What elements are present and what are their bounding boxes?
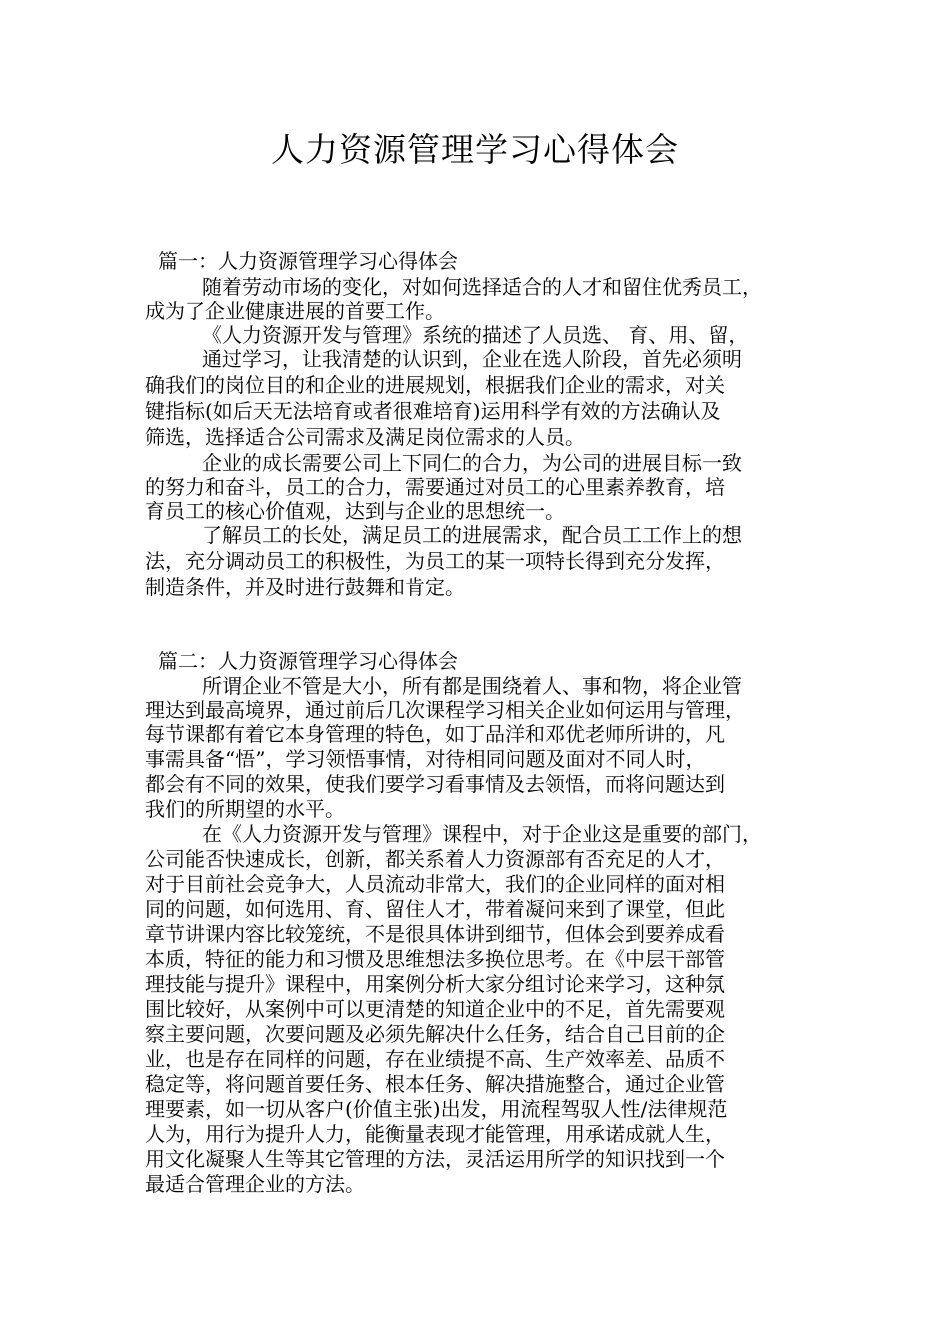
section-2-line: 我们的所期望的水平。 — [145, 797, 345, 821]
section-1-line: 随着劳动市场的变化，对如何选择适合的人才和留住优秀员工， — [202, 275, 762, 299]
section-2-heading: 篇二：人力资源管理学习心得体会 — [158, 649, 458, 673]
section-2-line: 最适合管理企业的方法。 — [145, 1172, 365, 1196]
section-2-line: 围比较好，从案例中可以更清楚的知道企业中的不足，首先需要观 — [145, 997, 725, 1021]
section-1-line: 制造条件，并及时进行鼓舞和肯定。 — [145, 575, 465, 599]
section-2-line: 对于目前社会竞争大，人员流动非常大，我们的企业同样的面对相 — [145, 872, 725, 896]
document-title: 人力资源管理学习心得体会 — [271, 130, 679, 169]
section-2-line: 察主要问题，次要问题及必须先解决什么任务，结合自己目前的企 — [145, 1022, 725, 1046]
section-2-line: 用文化凝聚人生等其它管理的方法，灵活运用所学的知识找到一个 — [145, 1147, 725, 1171]
section-2-line: 都会有不同的效果，使我们要学习看事情及去领悟，而将问题达到 — [145, 772, 725, 796]
section-2-line: 所谓企业不管是大小，所有都是围绕着人、事和物，将企业管 — [202, 674, 742, 698]
section-2-line: 公司能否快速成长，创新，都关系着人力资源部有否充足的人才， — [145, 847, 725, 871]
section-2-line: 人为，用行为提升人力，能衡量表现才能管理，用承诺成就人生， — [145, 1122, 725, 1146]
section-1-line: 育员工的核心价值观，达到与企业的思想统一。 — [145, 499, 565, 523]
section-1-line: 了解员工的长处，满足员工的进展需求，配合员工工作上的想 — [202, 523, 742, 547]
section-1-line: 企业的成长需要公司上下同仁的合力，为公司的进展目标一致 — [202, 451, 742, 475]
section-2-line: 在《人力资源开发与管理》课程中，对于企业这是重要的部门， — [202, 822, 762, 846]
section-1-line: 法，充分调动员工的积极性，为员工的某一项特长得到充分发挥， — [145, 549, 725, 573]
section-1-line: 的努力和奋斗，员工的合力，需要通过对员工的心里素养教育，培 — [145, 475, 725, 499]
section-2-line: 稳定等，将问题首要任务、根本任务、解决措施整合，通过企业管 — [145, 1072, 725, 1096]
section-2-line: 事需具备“悟”，学习领悟事情，对待相同问题及面对不同人时， — [145, 747, 706, 771]
section-1-line: 筛选，选择适合公司需求及满足岗位需求的人员。 — [145, 425, 585, 449]
section-2-line: 本质，特征的能力和习惯及思维想法多换位思考。在《中层干部管 — [145, 947, 725, 971]
section-1-line: 确我们的岗位目的和企业的进展规划，根据我们企业的需求，对关 — [145, 373, 725, 397]
section-2-line: 理要素，如一切从客户(价值主张)出发，用流程驾驭人性/法律规范 — [145, 1097, 728, 1121]
section-1-heading: 篇一：人力资源管理学习心得体会 — [158, 249, 458, 273]
section-2-line: 章节讲课内容比较笼统，不是很具体讲到细节，但体会到要养成看 — [145, 922, 725, 946]
section-2-line: 理达到最高境界，通过前后几次课程学习相关企业如何运用与管理， — [145, 698, 745, 722]
section-1-line: 成为了企业健康进展的首要工作。 — [145, 299, 445, 323]
section-2-line: 每节课都有着它本身管理的特色，如丁品洋和邓优老师所讲的，凡 — [145, 722, 725, 746]
section-2-line: 理技能与提升》课程中，用案例分析大家分组讨论来学习，这种氛 — [145, 972, 725, 996]
section-1-line: 键指标(如后天无法培育或者很难培育)运用科学有效的方法确认及 — [145, 399, 721, 423]
section-2-line: 同的问题，如何选用、育、留住人才，带着凝问来到了课堂，但此 — [145, 897, 725, 921]
section-1-line: 通过学习，让我清楚的认识到，企业在选人阶段，首先必须明 — [202, 347, 742, 371]
section-1-line: 《人力资源开发与管理》系统的描述了人员选、 育、用、留， — [202, 323, 749, 347]
section-2-line: 业，也是存在同样的问题，存在业绩提不高、生产效率差、品质不 — [145, 1047, 725, 1071]
